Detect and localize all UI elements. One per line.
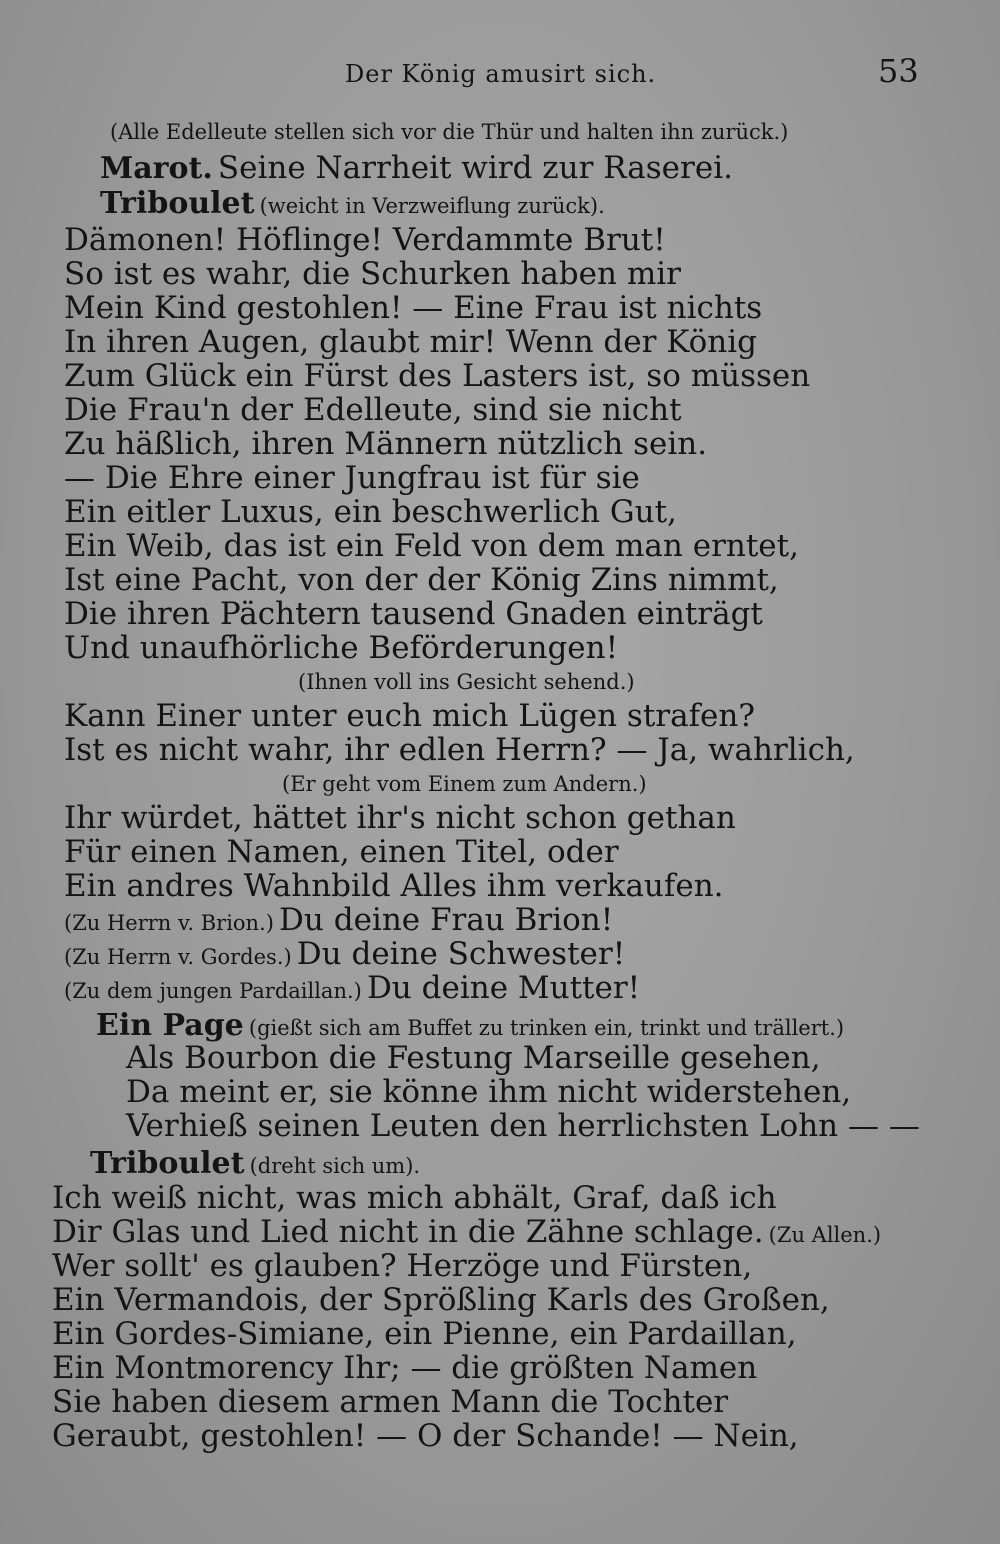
page-header xyxy=(0,50,1000,94)
stage-direction: (Zu dem jungen Pardaillan.) xyxy=(64,979,362,1003)
verse-line: Ein eitler Luxus, ein beschwerlich Gut, xyxy=(64,494,677,530)
stage-direction: (weicht in Verzweiflung zurück). xyxy=(259,194,605,218)
verse-line: Ein Weib, das ist ein Feld von dem man erntet, xyxy=(64,528,799,564)
verse-line: Ein andres Wahnbild Alles ihm verkaufen. xyxy=(64,868,724,904)
verse-line: Ich weiß nicht, was mich abhält, Graf, daß ich xyxy=(52,1180,777,1216)
speaker-line xyxy=(100,186,605,221)
verse-line: Ein Vermandois, der Sprößling Karls des Großen, xyxy=(52,1282,830,1318)
page-number: 53 xyxy=(878,52,919,90)
stage-direction: (dreht sich um). xyxy=(249,1154,421,1178)
verse-text: Du deine Mutter! xyxy=(366,970,641,1006)
verse-line: So ist es wahr, die Schurken haben mir xyxy=(64,256,681,292)
stage-direction: (gießt sich am Buffet zu trinken ein, trinkt und trällert.) xyxy=(248,1016,845,1040)
verse-line xyxy=(64,902,613,938)
stage-direction: (Zu Herrn v. Gordes.) xyxy=(64,945,292,969)
verse-line: Die Frau'n der Edelleute, sind sie nicht xyxy=(64,392,682,428)
song-line: Verhieß seinen Leuten den herrlichsten Lohn — — xyxy=(126,1108,920,1144)
stage-direction: (Ihnen voll ins Gesicht sehend.) xyxy=(298,670,635,694)
verse-line: Ihr würdet, hättet ihr's nicht schon gethan xyxy=(64,800,736,836)
verse-line: Ein Gordes-Simiane, ein Pienne, ein Pardaillan, xyxy=(52,1316,797,1352)
running-title: Der König amusirt sich. xyxy=(345,60,657,88)
verse-text: Du deine Schwester! xyxy=(296,936,626,972)
verse-line: Mein Kind gestohlen! — Eine Frau ist nichts xyxy=(64,290,763,326)
speaker-name: Marot. xyxy=(100,151,213,186)
verse-line: Zu häßlich, ihren Männern nützlich sein. xyxy=(64,426,708,462)
song-line: Da meint er, sie könne ihm nicht widerstehen, xyxy=(126,1074,852,1110)
verse-line: Dämonen! Höflinge! Verdammte Brut! xyxy=(64,222,666,258)
verse-text: Seine Narrheit wird zur Raserei. xyxy=(217,150,733,186)
stage-direction: (Zu Herrn v. Brion.) xyxy=(64,911,274,935)
verse-line: Ist es nicht wahr, ihr edlen Herrn? — Ja, wahrlich, xyxy=(64,732,855,768)
speaker-name: Triboulet xyxy=(90,1146,245,1181)
verse-line: Ist eine Pacht, von der der König Zins nimmt, xyxy=(64,562,779,598)
verse-line xyxy=(64,970,640,1006)
verse-line: Wer sollt' es glauben? Herzöge und Fürsten, xyxy=(52,1248,753,1284)
verse-line: Geraubt, gestohlen! — O der Schande! — Nein, xyxy=(52,1418,799,1454)
verse-line xyxy=(64,936,625,972)
speaker-name: Triboulet xyxy=(100,186,255,221)
verse-text: Dir Glas und Lied nicht in die Zähne schlage. xyxy=(52,1214,764,1250)
speaker-line xyxy=(96,1008,844,1043)
verse-line: Die ihren Pächtern tausend Gnaden einträgt xyxy=(64,596,763,632)
stage-direction: (Zu Allen.) xyxy=(768,1223,882,1247)
verse-line: Zum Glück ein Fürst des Lasters ist, so müssen xyxy=(64,358,811,394)
verse-line: Und unaufhörliche Beförderungen! xyxy=(64,630,619,666)
verse-line: Kann Einer unter euch mich Lügen strafen? xyxy=(64,698,755,734)
verse-line: In ihren Augen, glaubt mir! Wenn der König xyxy=(64,324,757,360)
verse-line: — Die Ehre einer Jungfrau ist für sie xyxy=(64,460,640,496)
stage-direction: (Er geht vom Einem zum Andern.) xyxy=(282,772,647,796)
verse-line xyxy=(52,1214,881,1250)
speaker-line xyxy=(90,1146,420,1181)
speaker-line xyxy=(100,150,733,186)
stage-direction: (Alle Edelleute stellen sich vor die Thür und halten ihn zurück.) xyxy=(110,120,789,144)
verse-line: Ein Montmorency Ihr; — die größten Namen xyxy=(52,1350,758,1386)
verse-line: Sie haben diesem armen Mann die Tochter xyxy=(52,1384,729,1420)
speaker-name: Ein Page xyxy=(96,1008,244,1043)
song-line: Als Bourbon die Festung Marseille gesehen, xyxy=(126,1040,821,1076)
verse-line: Für einen Namen, einen Titel, oder xyxy=(64,834,619,870)
verse-text: Du deine Frau Brion! xyxy=(279,902,614,938)
